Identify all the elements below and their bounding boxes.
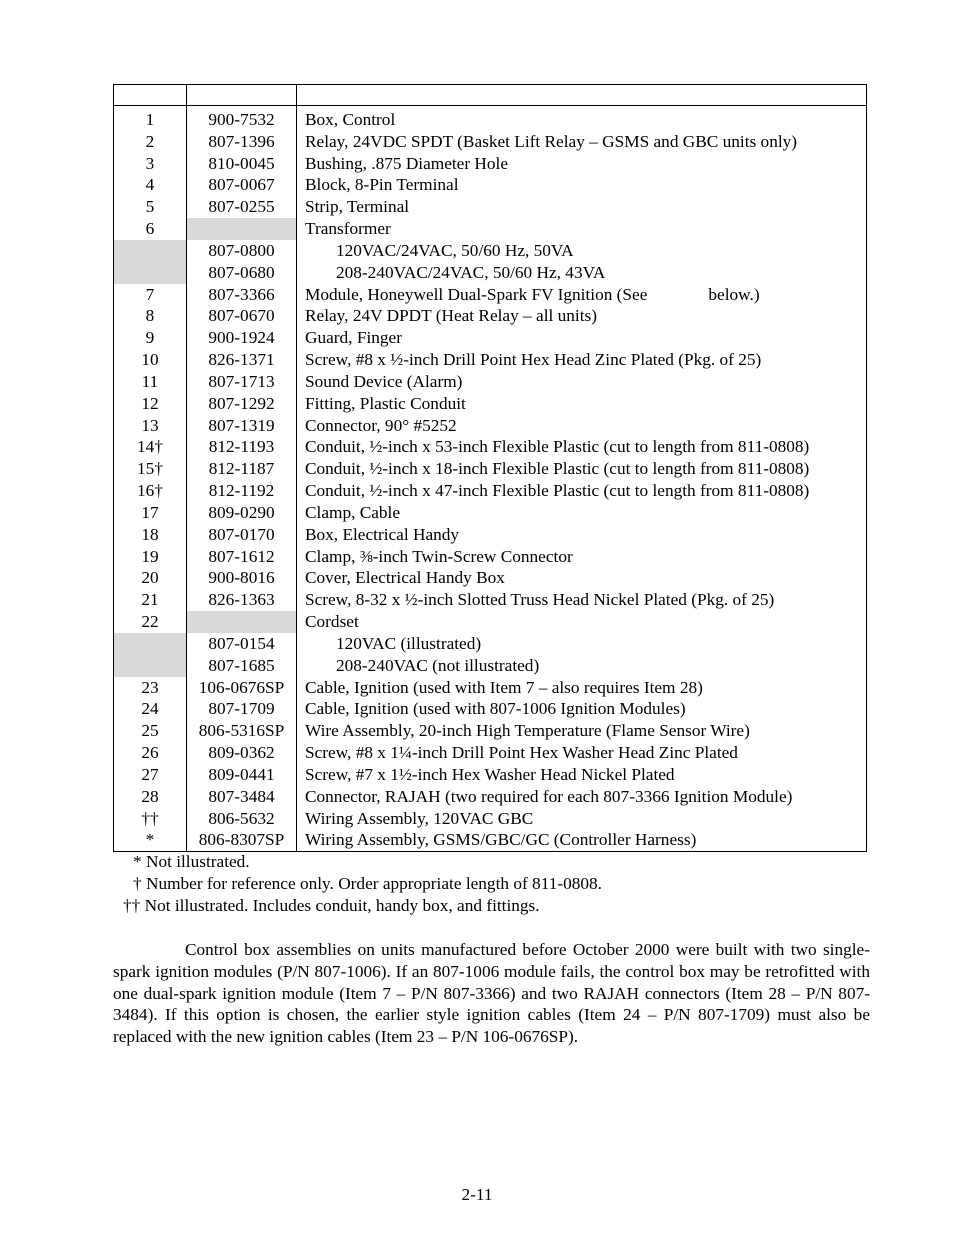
desc-tail: below.)	[708, 284, 760, 304]
table-row	[114, 502, 867, 524]
part-cell: 812-1193	[187, 436, 297, 458]
item-cell	[114, 655, 187, 677]
table-row	[114, 327, 867, 349]
desc-cell: Conduit, ½-inch x 53-inch Flexible Plastic (cut to length from 811-0808)	[297, 436, 867, 458]
item-cell: 21	[114, 589, 187, 611]
table-row	[114, 742, 867, 764]
table-row	[114, 786, 867, 808]
item-cell: 14†	[114, 436, 187, 458]
table-row	[114, 524, 867, 546]
item-cell: 13	[114, 415, 187, 437]
desc-cell: Screw, 8-32 x ½-inch Slotted Truss Head Nickel Plated (Pkg. of 25)	[297, 589, 867, 611]
desc-cell: 120VAC (illustrated)	[297, 633, 867, 655]
desc-cell: 208-240VAC (not illustrated)	[297, 655, 867, 677]
desc-cell: 208-240VAC/24VAC, 50/60 Hz, 43VA	[297, 262, 867, 284]
desc-cell: 120VAC/24VAC, 50/60 Hz, 50VA	[297, 240, 867, 262]
page-number: 2-11	[461, 1185, 493, 1204]
desc-cell: Relay, 24VDC SPDT (Basket Lift Relay – GSMS and GBC units only)	[297, 131, 867, 153]
part-cell: 807-3366	[187, 284, 297, 306]
table-row	[114, 153, 867, 175]
table-row	[114, 349, 867, 371]
table-row	[114, 174, 867, 196]
item-cell: 10	[114, 349, 187, 371]
desc-cell: Conduit, ½-inch x 18-inch Flexible Plastic (cut to length from 811-0808)	[297, 458, 867, 480]
item-cell: 22	[114, 611, 187, 633]
desc-cell: Transformer	[297, 218, 867, 240]
part-cell: 809-0441	[187, 764, 297, 786]
part-cell: 900-7532	[187, 106, 297, 131]
table-row	[114, 240, 867, 262]
table-row	[114, 611, 867, 633]
part-cell: 806-5632	[187, 808, 297, 830]
table-row	[114, 589, 867, 611]
desc-cell: Cable, Ignition (used with 807-1006 Ignition Modules)	[297, 698, 867, 720]
table-row	[114, 393, 867, 415]
footnote-includes-conduit: †† Not illustrated. Includes conduit, handy box, and fittings.	[123, 896, 540, 915]
table-row	[114, 567, 867, 589]
desc-cell: Cable, Ignition (used with Item 7 – also requires Item 28)	[297, 677, 867, 699]
item-cell: 11	[114, 371, 187, 393]
part-cell: 807-0680	[187, 262, 297, 284]
part-cell: 807-0154	[187, 633, 297, 655]
desc-cell: Box, Electrical Handy	[297, 524, 867, 546]
item-cell: *	[114, 829, 187, 851]
item-cell: 8	[114, 305, 187, 327]
parts-table	[113, 84, 867, 852]
item-cell: 3	[114, 153, 187, 175]
item-cell: 5	[114, 196, 187, 218]
header-part-number	[187, 85, 297, 106]
table-row	[114, 655, 867, 677]
table-row	[114, 131, 867, 153]
desc-cell: Conduit, ½-inch x 47-inch Flexible Plastic (cut to length from 811-0808)	[297, 480, 867, 502]
table-row	[114, 415, 867, 437]
item-cell: 28	[114, 786, 187, 808]
item-cell: 4	[114, 174, 187, 196]
item-cell: 18	[114, 524, 187, 546]
part-cell: 807-1292	[187, 393, 297, 415]
part-cell: 807-0255	[187, 196, 297, 218]
desc-cell: Fitting, Plastic Conduit	[297, 393, 867, 415]
desc-cell: Bushing, .875 Diameter Hole	[297, 153, 867, 175]
header-item	[114, 85, 187, 106]
desc-cell: Relay, 24V DPDT (Heat Relay – all units)	[297, 305, 867, 327]
item-cell: ††	[114, 808, 187, 830]
table-row	[114, 458, 867, 480]
table-row	[114, 677, 867, 699]
item-cell: 25	[114, 720, 187, 742]
desc-cell: Block, 8-Pin Terminal	[297, 174, 867, 196]
desc-cell: Guard, Finger	[297, 327, 867, 349]
table-row	[114, 808, 867, 830]
item-cell: 27	[114, 764, 187, 786]
part-cell: 807-0067	[187, 174, 297, 196]
part-cell: 807-1612	[187, 546, 297, 568]
part-cell: 812-1192	[187, 480, 297, 502]
part-cell: 809-0290	[187, 502, 297, 524]
item-cell: 23	[114, 677, 187, 699]
desc-cell: Wire Assembly, 20-inch High Temperature (Flame Sensor Wire)	[297, 720, 867, 742]
footnote-not-illustrated: * Not illustrated.	[133, 852, 250, 871]
table-row	[114, 764, 867, 786]
part-cell: 807-3484	[187, 786, 297, 808]
table-header-row	[114, 85, 867, 106]
item-cell: 24	[114, 698, 187, 720]
item-cell: 9	[114, 327, 187, 349]
part-cell: 807-0800	[187, 240, 297, 262]
desc-cell: Screw, #7 x 1½-inch Hex Washer Head Nickel Plated	[297, 764, 867, 786]
item-cell: 7	[114, 284, 187, 306]
table-row	[114, 480, 867, 502]
header-description	[297, 85, 867, 106]
table-row	[114, 284, 867, 306]
part-cell	[187, 218, 297, 240]
item-cell: 2	[114, 131, 187, 153]
table-row	[114, 218, 867, 240]
part-cell: 812-1187	[187, 458, 297, 480]
desc-cell: Connector, RAJAH (two required for each 807-3366 Ignition Module)	[297, 786, 867, 808]
desc-cell: Strip, Terminal	[297, 196, 867, 218]
part-cell: 807-0170	[187, 524, 297, 546]
table-row	[114, 196, 867, 218]
item-cell: 20	[114, 567, 187, 589]
part-cell: 106-0676SP	[187, 677, 297, 699]
item-cell	[114, 262, 187, 284]
table-row	[114, 829, 867, 851]
desc-cell: Cover, Electrical Handy Box	[297, 567, 867, 589]
desc-cell	[297, 284, 867, 306]
item-cell: 19	[114, 546, 187, 568]
footnotes	[113, 851, 870, 917]
desc-cell: Sound Device (Alarm)	[297, 371, 867, 393]
desc-text: Module, Honeywell Dual-Spark FV Ignition (See	[305, 284, 648, 304]
item-cell: 1	[114, 106, 187, 131]
part-cell: 807-1709	[187, 698, 297, 720]
part-cell: 807-1319	[187, 415, 297, 437]
part-cell: 807-1396	[187, 131, 297, 153]
item-cell: 16†	[114, 480, 187, 502]
part-cell: 810-0045	[187, 153, 297, 175]
part-cell: 900-8016	[187, 567, 297, 589]
desc-cell: Clamp, Cable	[297, 502, 867, 524]
part-cell: 900-1924	[187, 327, 297, 349]
item-cell	[114, 240, 187, 262]
table-row	[114, 698, 867, 720]
desc-cell: Wiring Assembly, 120VAC GBC	[297, 808, 867, 830]
table-row	[114, 720, 867, 742]
part-cell: 807-1685	[187, 655, 297, 677]
table-row	[114, 436, 867, 458]
part-cell: 806-8307SP	[187, 829, 297, 851]
desc-cell: Wiring Assembly, GSMS/GBC/GC (Controller Harness)	[297, 829, 867, 851]
desc-cell: Screw, #8 x ½-inch Drill Point Hex Head Zinc Plated (Pkg. of 25)	[297, 349, 867, 371]
item-cell: 17	[114, 502, 187, 524]
part-cell: 809-0362	[187, 742, 297, 764]
part-cell	[187, 611, 297, 633]
part-cell: 807-0670	[187, 305, 297, 327]
part-cell: 807-1713	[187, 371, 297, 393]
table-row	[114, 633, 867, 655]
desc-cell: Clamp, ⅜-inch Twin-Screw Connector	[297, 546, 867, 568]
part-cell: 826-1363	[187, 589, 297, 611]
table-row	[114, 262, 867, 284]
footnote-reference-only: † Number for reference only. Order appropriate length of 811-0808.	[133, 874, 602, 893]
table-row	[114, 546, 867, 568]
part-cell: 826-1371	[187, 349, 297, 371]
item-cell: 6	[114, 218, 187, 240]
item-cell: 15†	[114, 458, 187, 480]
desc-cell: Cordset	[297, 611, 867, 633]
part-cell: 806-5316SP	[187, 720, 297, 742]
table-row	[114, 305, 867, 327]
desc-cell: Connector, 90° #5252	[297, 415, 867, 437]
body-paragraph: Control box assemblies on units manufactured before October 2000 were built with two single-spark ignition modules (P/N 807-1006). If an 807-1006 module fails, the control box may be retrofitted with one dual-spark ignition module (Item 7 – P/N 807-3366) and two RAJAH connectors (Item 28 – P/N 807-3484). If this option is chosen, the earlier style ignition cables (Item 24 – P/N 807-1709) must also be replaced with the new ignition cables (Item 23 – P/N 106-0676SP).	[113, 940, 870, 1047]
item-cell: 26	[114, 742, 187, 764]
table-row	[114, 106, 867, 131]
desc-cell: Screw, #8 x 1¼-inch Drill Point Hex Washer Head Zinc Plated	[297, 742, 867, 764]
item-cell	[114, 633, 187, 655]
desc-cell: Box, Control	[297, 106, 867, 131]
table-row	[114, 371, 867, 393]
item-cell: 12	[114, 393, 187, 415]
